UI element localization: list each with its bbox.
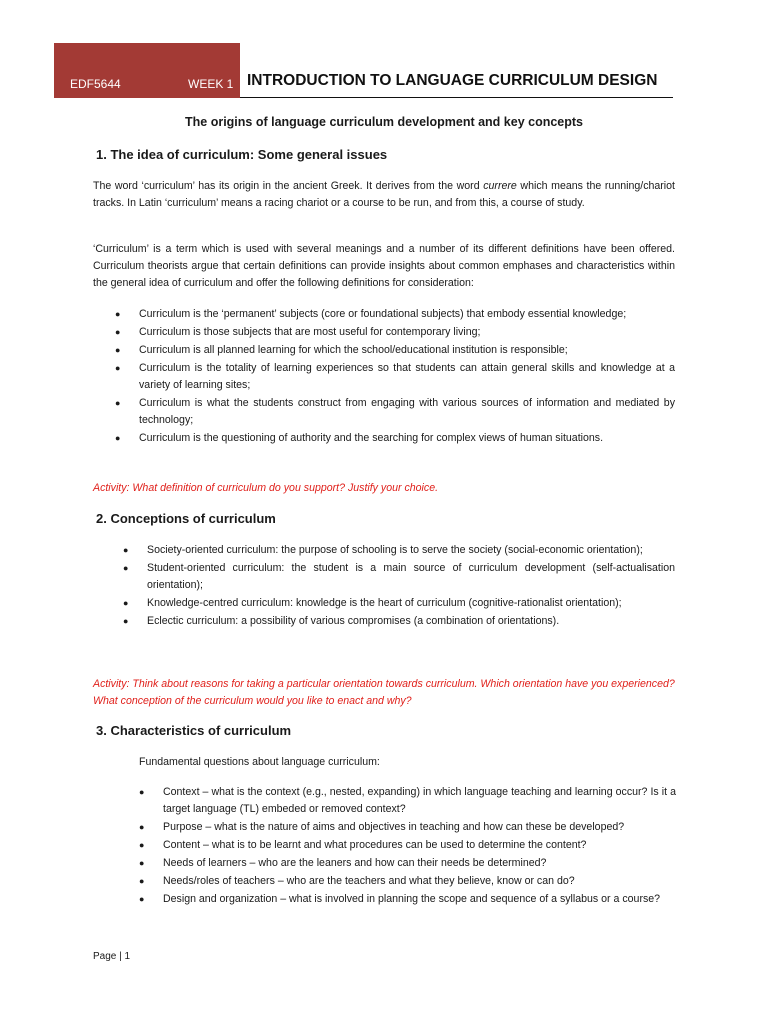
section-3-intro: Fundamental questions about language curriculum: (139, 756, 380, 768)
list-item: ● Knowledge-centred curriculum: knowledge is the heart of curriculum (cognitive-rationalist orientation); (123, 597, 622, 609)
list-item: ● Curriculum is what the students construct from engaging with various sources of information and mediated by technology; (115, 397, 675, 426)
list-item: ● Student-oriented curriculum: the student is a main source of curriculum development (self-actualisation orientation); (123, 562, 675, 591)
list-item: ● Purpose – what is the nature of aims and objectives in teaching and how can these be developed? (139, 821, 625, 833)
section-2-heading: 2. Conceptions of curriculum (96, 511, 276, 526)
section-1-paragraph-2: ‘Curriculum’ is a term which is used with several meanings and a number of its different definitions have been offered. Curriculum theorists argue that certain definitions can provide insights about common emphases and characteristics within the general idea of curriculum and offer the following definitions for consideration: (93, 243, 675, 289)
list-item: ● Curriculum is all planned learning for which the school/educational institution is responsible; (115, 344, 568, 356)
header-rule (240, 97, 673, 98)
section-1-paragraph-1: The word ‘curriculum’ has its origin in the ancient Greek. It derives from the word currere which means the running/chariot tracks. In Latin ‘curriculum’ means a racing chariot or a course to be run, and from this, a course of study. (93, 180, 675, 209)
list-item: ● Curriculum is the questioning of authority and the searching for complex views of human situations. (115, 432, 604, 444)
list-item: ● Content – what is to be learnt and what procedures can be used to determine the content? (139, 839, 587, 851)
list-item: ● Curriculum is the ‘permanent’ subjects (core or foundational subjects) that embody essential knowledge; (115, 308, 627, 320)
list-item: ● Curriculum is the totality of learning experiences so that students can attain general skills and knowledge at a variety of learning sites; (115, 362, 675, 391)
week-label: WEEK 1 (188, 77, 234, 91)
section-3-heading: 3. Characteristics of curriculum (96, 723, 292, 738)
list-item: ● Needs of learners – who are the leaners and how can their needs be determined? (139, 857, 547, 869)
section-1-heading: 1. The idea of curriculum: Some general issues (96, 147, 388, 162)
section-2-activity: Activity: Think about reasons for taking a particular orientation towards curriculum. Which orientation have you experienced? What conception of the curriculum would you like to enact and why? (93, 678, 675, 707)
list-item: ● Needs/roles of teachers – who are the teachers and what they believe, know or can do? (139, 875, 575, 887)
list-item: ● Design and organization – what is involved in planning the scope and sequence of a syllabus or a course? (139, 893, 661, 905)
course-code: EDF5644 (70, 77, 121, 91)
list-item: ● Society-oriented curriculum: the purpose of schooling is to serve the society (social-economic orientation); (123, 544, 643, 556)
section-1-activity: Activity: What definition of curriculum do you support? Justify your choice. (93, 482, 439, 494)
list-item: ● Curriculum is those subjects that are most useful for contemporary living; (115, 326, 481, 338)
section-3-question-list (139, 784, 676, 909)
section-1-definition-list (115, 306, 675, 448)
header-title: INTRODUCTION TO LANGUAGE CURRICULUM DESIGN (247, 72, 658, 89)
document-title: The origins of language curriculum development and key concepts (185, 115, 583, 129)
list-item: ● Eclectic curriculum: a possibility of various compromises (a combination of orientations). (123, 615, 560, 627)
section-2-conception-list (123, 542, 675, 631)
list-item: ● Context – what is the context (e.g., nested, expanding) in which language teaching and learning occur? Is it a target language (TL) embeded or removed context? (139, 786, 676, 815)
page-number: Page | 1 (93, 951, 131, 962)
